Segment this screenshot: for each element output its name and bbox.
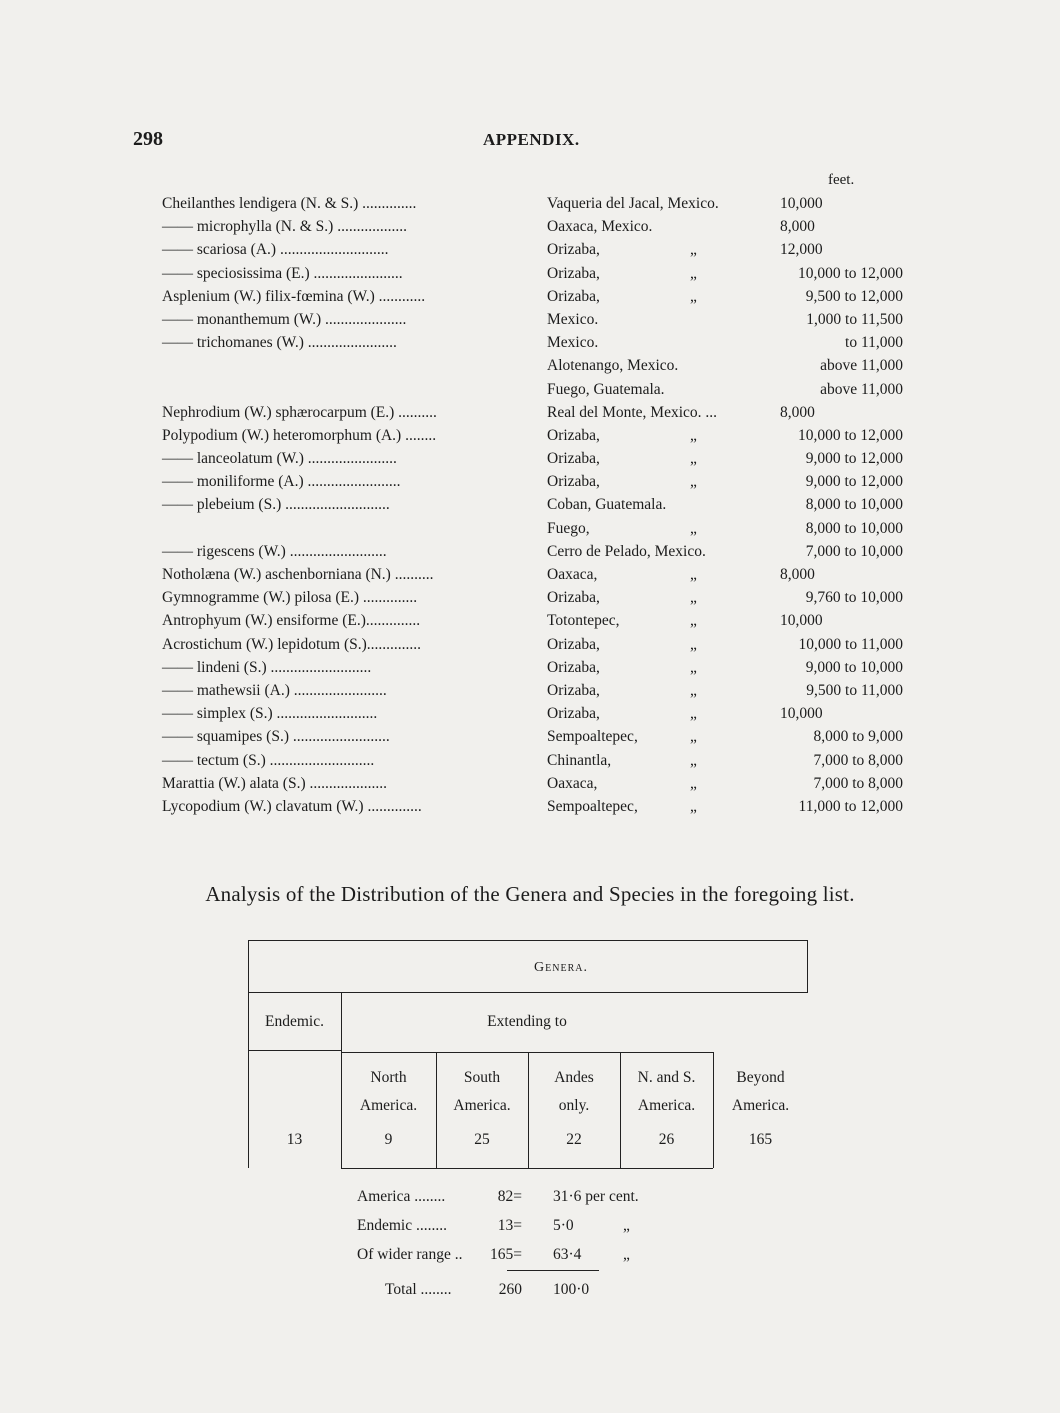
species-row (0, 354, 1000, 377)
species-row (0, 470, 1000, 493)
species-locality: Orizaba, (547, 473, 600, 491)
species-locality: Vaqueria del Jacal, Mexico. (547, 195, 719, 212)
species-name: Cheilanthes lendigera (N. & S.) .............. (162, 195, 417, 212)
summary-percent: 100·0 (553, 1281, 590, 1298)
species-name: —— tectum (S.) ........................... (162, 751, 375, 769)
summary-label: Total ........ (385, 1281, 452, 1298)
ditto-mark: „ (690, 705, 697, 723)
species-altitude: 8,000 (780, 566, 815, 583)
species-locality: Fuego, (547, 519, 590, 537)
summary-row (357, 1182, 757, 1211)
page-number: 298 (133, 128, 163, 150)
ditto-mark: „ (690, 728, 697, 746)
column-heading: N. and S. (637, 1069, 696, 1086)
species-row (0, 633, 1000, 656)
species-altitude: 10,000 (780, 705, 823, 723)
species-row (0, 609, 1000, 632)
column-heading: America. (637, 1097, 696, 1114)
species-locality: Cerro de Pelado, Mexico. (547, 542, 706, 560)
species-name: —— plebeium (S.) ........................... (162, 496, 390, 514)
species-row (0, 447, 1000, 470)
table-cell: 25 (474, 1131, 490, 1148)
species-altitude: 10,000 to 12,000 (797, 426, 903, 444)
species-name: —— moniliforme (A.) ........................ (162, 473, 401, 491)
species-locality: Chinantla, (547, 751, 612, 769)
table-cell: 26 (658, 1131, 675, 1148)
species-name: —— lanceolatum (W.) ....................... (162, 450, 397, 468)
species-altitude: 8,000 to 9,000 (813, 728, 903, 746)
species-row (0, 424, 1000, 447)
species-name: —— rigescens (W.) ......................... (162, 542, 387, 560)
column-heading: America. (731, 1097, 790, 1114)
column-heading: North (370, 1069, 407, 1086)
table-cell: 165 (748, 1131, 773, 1148)
column-heading: America. (359, 1097, 418, 1114)
table-rule (248, 992, 808, 993)
ditto-mark: „ (690, 658, 697, 676)
species-altitude: 9,000 to 12,000 (805, 473, 903, 491)
ditto-mark: „ (690, 681, 697, 699)
endemic-label: Endemic. (265, 1013, 324, 1030)
endemic-count: 13 (286, 1131, 303, 1148)
species-name: Asplenium (W.) filix-fœmina (W.) ............ (162, 287, 426, 305)
table-rule (248, 1050, 341, 1051)
species-locality: Real del Monte, Mexico. ... (547, 403, 718, 421)
species-locality: Mexico. (547, 310, 599, 328)
species-name: —— monanthemum (W.) ..................... (162, 310, 407, 328)
species-altitude: 8,000 (780, 218, 815, 236)
species-name: —— squamipes (S.) ......................... (162, 728, 390, 746)
extending-label: Extending to (487, 1013, 567, 1030)
ditto-mark: „ (690, 241, 697, 259)
page-header (133, 128, 913, 158)
species-altitude: 9,500 to 11,000 (806, 681, 903, 699)
species-name: —— speciosissima (E.) ....................... (162, 264, 403, 282)
summary-count: 13= (497, 1217, 522, 1234)
species-name: Notholæna (W.) aschenborniana (N.) .......... (162, 566, 434, 583)
ditto-mark: „ (623, 1246, 630, 1263)
species-row (0, 285, 1000, 308)
ditto-mark: „ (690, 589, 697, 607)
summary-row (357, 1240, 757, 1269)
species-name: —— lindeni (S.) .......................... (162, 658, 372, 676)
species-locality: Orizaba, (547, 658, 600, 676)
species-altitude: 9,000 to 12,000 (805, 450, 903, 468)
summary-percent: 63·4 (553, 1246, 582, 1263)
species-locality: Orizaba, (547, 264, 600, 282)
running-title: APPENDIX. (483, 130, 580, 149)
species-name: Acrostichum (W.) lepidotum (S.).............. (162, 635, 422, 653)
ditto-mark: „ (690, 566, 697, 583)
summary-count: 165= (490, 1246, 522, 1263)
species-altitude: above 11,000 (820, 380, 903, 398)
species-row (0, 679, 1000, 702)
species-row (0, 331, 1000, 354)
species-name: —— scariosa (A.) ............................ (162, 241, 389, 259)
altitude-unit-heading: feet. (828, 172, 855, 188)
species-altitude: 11,000 to 12,000 (798, 797, 903, 815)
species-locality: Orizaba, (547, 241, 600, 259)
species-row (0, 702, 1000, 725)
summary-label: Of wider range .. (357, 1246, 463, 1263)
ditto-mark: „ (690, 797, 697, 815)
species-locality: Orizaba, (547, 450, 600, 468)
table-cell: 9 (384, 1131, 393, 1148)
species-row (0, 795, 1000, 818)
species-locality: Totontepec, (547, 612, 620, 630)
species-row (0, 192, 1000, 215)
species-locality: Alotenango, Mexico. (547, 357, 679, 375)
species-altitude: 7,000 to 8,000 (813, 751, 903, 769)
total-rule (507, 1270, 599, 1271)
ditto-mark: „ (690, 635, 697, 653)
species-list (0, 192, 1000, 818)
column-heading: Andes (554, 1069, 594, 1086)
species-row (0, 656, 1000, 679)
species-name: Nephrodium (W.) sphærocarpum (E.) .......... (162, 403, 437, 421)
summary-label: Endemic ........ (357, 1217, 447, 1234)
species-altitude: 8,000 to 10,000 (805, 496, 903, 514)
ditto-mark: „ (690, 519, 697, 537)
species-name: Lycopodium (W.) clavatum (W.) .............. (162, 797, 422, 815)
species-name: Marattia (W.) alata (S.) .................... (162, 774, 387, 792)
species-locality: Orizaba, (547, 705, 600, 723)
species-altitude: 8,000 to 10,000 (805, 519, 903, 537)
species-locality: Orizaba, (547, 681, 600, 699)
species-name: Polypodium (W.) heteromorphum (A.) ........ (162, 426, 437, 444)
species-row (0, 401, 1000, 424)
species-name: —— microphylla (N. & S.) .................. (162, 218, 407, 236)
column-heading: America. (453, 1097, 511, 1114)
ditto-mark: „ (623, 1217, 630, 1234)
species-locality: Coban, Guatemala. (547, 496, 667, 514)
summary-percent: 5·0 (553, 1217, 574, 1234)
species-altitude: above 11,000 (820, 357, 903, 375)
species-locality: Oaxaca, (547, 774, 598, 792)
summary-count: 260 (498, 1281, 522, 1298)
species-name: —— mathewsii (A.) ........................ (162, 681, 387, 699)
species-row (0, 493, 1000, 516)
table-rule (341, 1168, 713, 1169)
ditto-mark: „ (690, 612, 697, 630)
species-locality: Oaxaca, Mexico. (547, 218, 653, 236)
ditto-mark: „ (690, 774, 697, 792)
table-rule (807, 940, 808, 992)
species-row (0, 563, 1000, 586)
ditto-mark: „ (690, 287, 697, 305)
species-row (0, 262, 1000, 285)
species-locality: Orizaba, (547, 635, 600, 653)
species-row (0, 540, 1000, 563)
species-locality: Sempoaltepec, (547, 728, 638, 746)
species-altitude: 9,000 to 10,000 (805, 658, 903, 676)
species-altitude: 10,000 (780, 195, 823, 212)
column-heading: Beyond (736, 1069, 785, 1086)
species-row (0, 772, 1000, 795)
species-row (0, 517, 1000, 540)
ditto-mark: „ (690, 751, 697, 769)
species-altitude: 10,000 (780, 612, 823, 630)
species-altitude: 7,000 to 10,000 (805, 542, 903, 560)
ditto-mark: „ (690, 264, 697, 282)
summary-percent: 31·6 per cent. (553, 1188, 639, 1205)
summary-table (357, 1182, 757, 1304)
ditto-mark: „ (690, 450, 697, 468)
species-locality: Orizaba, (547, 426, 600, 444)
species-locality: Fuego, Guatemala. (547, 380, 665, 398)
ditto-mark: „ (690, 473, 697, 491)
summary-count: 82= (497, 1188, 522, 1205)
species-altitude: 10,000 to 11,000 (798, 635, 903, 653)
species-altitude: 9,500 to 12,000 (805, 287, 903, 305)
species-name: Gymnogramme (W.) pilosa (E.) .............. (162, 589, 418, 607)
species-locality: Sempoaltepec, (547, 797, 638, 815)
species-altitude: 8,000 (780, 403, 815, 421)
species-row (0, 215, 1000, 238)
species-altitude: 12,000 (780, 241, 823, 259)
species-altitude: to 11,000 (845, 334, 903, 352)
species-altitude: 1,000 to 11,500 (806, 310, 903, 328)
species-row (0, 725, 1000, 748)
summary-row (357, 1275, 757, 1304)
species-row (0, 749, 1000, 772)
species-name: Antrophyum (W.) ensiforme (E.).............. (162, 612, 421, 630)
summary-label: America ........ (357, 1188, 446, 1205)
species-altitude: 7,000 to 8,000 (813, 774, 903, 792)
table-rule (248, 940, 808, 941)
species-locality: Orizaba, (547, 589, 600, 607)
analysis-title: Analysis of the Distribution of the Genera and Species in the foregoing list. (205, 882, 855, 906)
species-locality: Oaxaca, (547, 566, 598, 583)
table-rule (341, 1052, 713, 1053)
species-locality: Orizaba, (547, 287, 600, 305)
column-heading: only. (558, 1097, 590, 1114)
table-cell: 22 (566, 1131, 582, 1148)
species-altitude: 9,760 to 10,000 (805, 589, 903, 607)
summary-row (357, 1211, 757, 1240)
species-locality: Mexico. (547, 334, 599, 352)
species-row (0, 378, 1000, 401)
genera-label: Genera. (534, 960, 588, 975)
species-altitude: 10,000 to 12,000 (797, 264, 903, 282)
species-row (0, 586, 1000, 609)
species-row (0, 238, 1000, 261)
species-name: —— simplex (S.) .......................... (162, 705, 378, 723)
ditto-mark: „ (690, 426, 697, 444)
column-heading: South (463, 1069, 501, 1086)
species-name: —— trichomanes (W.) ....................... (162, 334, 397, 352)
genera-table (248, 940, 808, 1170)
species-row (0, 308, 1000, 331)
